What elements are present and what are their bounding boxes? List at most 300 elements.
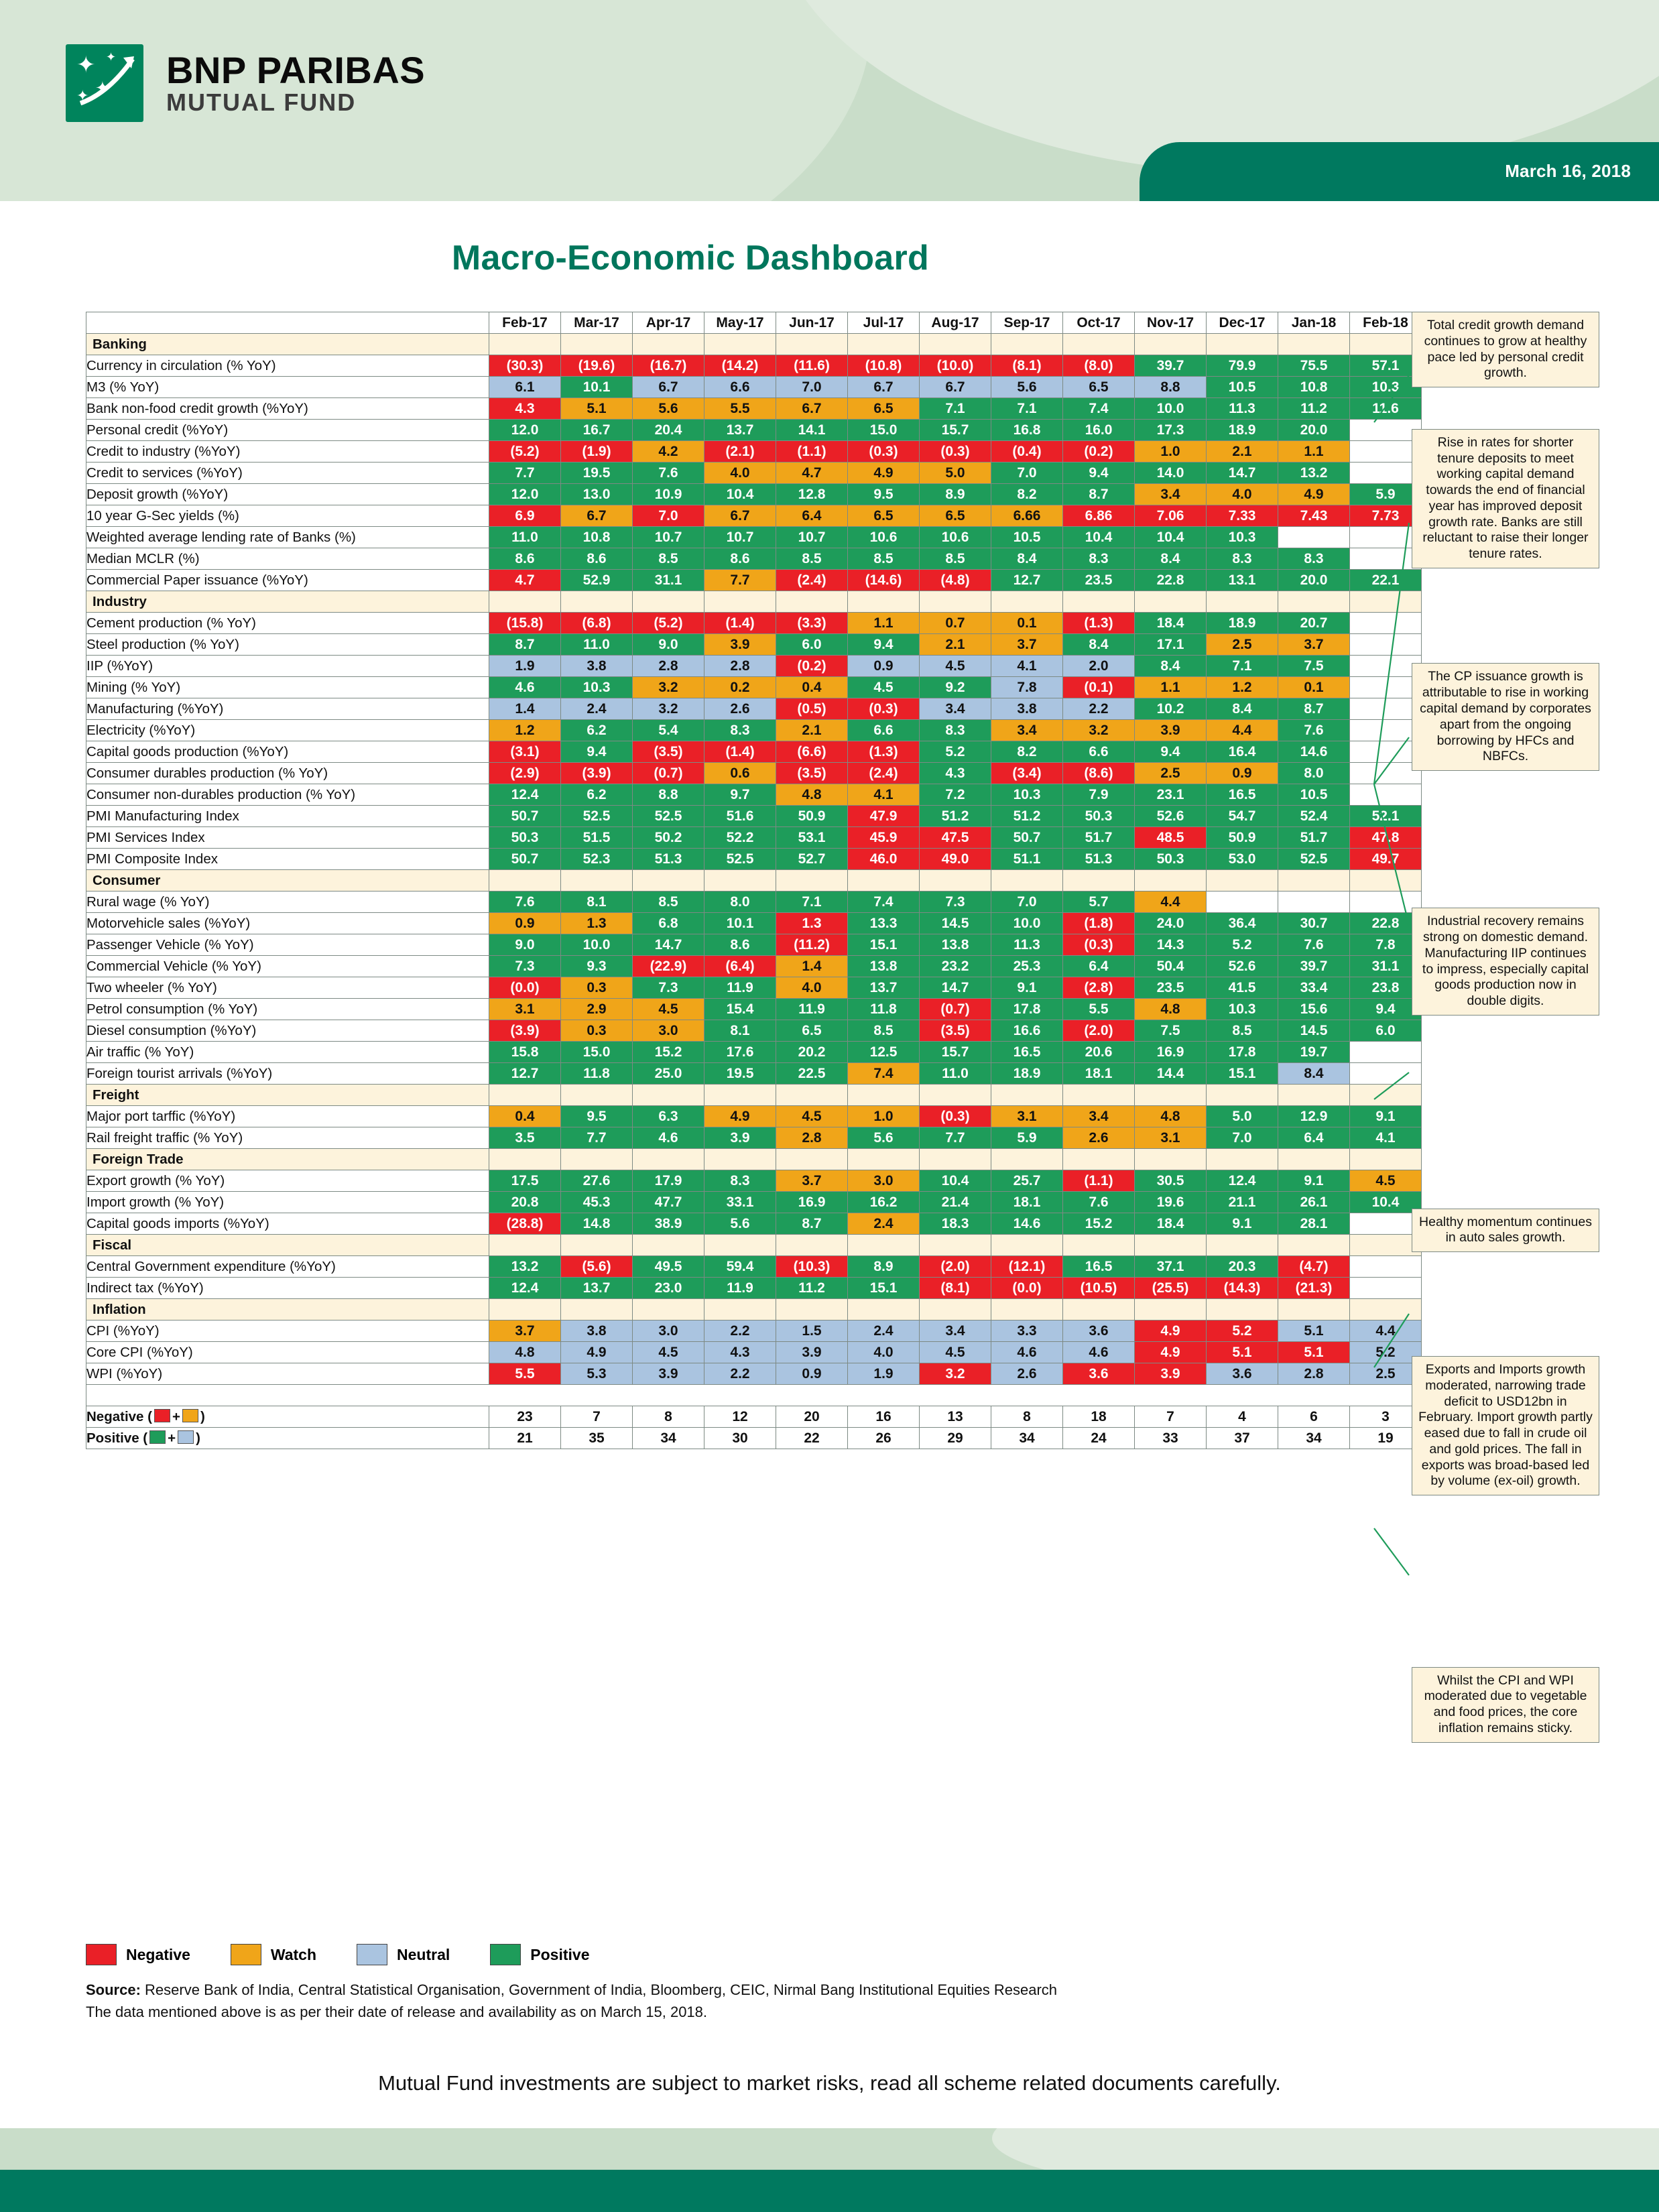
data-cell: 30.7: [1278, 913, 1350, 934]
data-cell: 13.7: [561, 1278, 633, 1299]
data-cell: 7.4: [848, 892, 920, 913]
data-cell: 37.1: [1135, 1256, 1207, 1278]
data-cell: 7.1: [991, 398, 1063, 420]
data-cell: 10.8: [561, 527, 633, 548]
data-cell: 4.5: [776, 1106, 848, 1127]
data-cell: 52.5: [561, 806, 633, 827]
data-cell: 1.5: [776, 1320, 848, 1342]
data-cell: 52.5: [633, 806, 704, 827]
data-cell: 16.5: [1063, 1256, 1135, 1278]
data-cell: 47.9: [848, 806, 920, 827]
data-cell: 4.4: [1350, 1320, 1422, 1342]
table-row: [86, 527, 1422, 548]
data-cell: 3.2: [633, 698, 704, 720]
totals-cell: 21: [489, 1428, 561, 1449]
data-cell: 17.9: [633, 1170, 704, 1192]
data-cell: (25.5): [1135, 1278, 1207, 1299]
section-cell: [633, 334, 704, 355]
section-cell: [1207, 1235, 1278, 1256]
data-cell: 50.3: [1135, 849, 1207, 870]
data-cell: 4.5: [633, 999, 704, 1020]
data-cell: 4.9: [848, 463, 920, 484]
table-row: [86, 1020, 1422, 1042]
data-cell: 13.8: [920, 934, 991, 956]
data-cell: 39.7: [1278, 956, 1350, 977]
data-cell: 19.6: [1135, 1192, 1207, 1213]
data-cell: 3.1: [489, 999, 561, 1020]
section-cell: [776, 334, 848, 355]
data-cell: 9.1: [991, 977, 1063, 999]
data-cell: 14.7: [920, 977, 991, 999]
row-label: IIP (%YoY): [86, 656, 489, 677]
data-cell: 16.5: [991, 1042, 1063, 1063]
data-cell: 10.1: [561, 377, 633, 398]
table-row: [86, 1042, 1422, 1063]
section-cell: [920, 591, 991, 613]
data-cell: 8.5: [848, 548, 920, 570]
data-cell: (0.3): [848, 441, 920, 463]
section-cell: [561, 1085, 633, 1106]
data-cell: (0.2): [776, 656, 848, 677]
data-cell: 12.5: [848, 1042, 920, 1063]
table-row: [86, 548, 1422, 570]
data-cell: 52.1: [1350, 806, 1422, 827]
section-cell: [991, 591, 1063, 613]
data-cell: 7.5: [1278, 656, 1350, 677]
legend-label: Positive: [530, 1945, 590, 1963]
data-cell: 0.9: [776, 1363, 848, 1385]
data-cell: 15.1: [848, 1278, 920, 1299]
data-cell: (3.5): [920, 1020, 991, 1042]
data-cell: 2.8: [1278, 1363, 1350, 1385]
data-cell: 10.3: [1350, 377, 1422, 398]
table-row: [86, 913, 1422, 934]
data-cell: (2.4): [776, 570, 848, 591]
data-cell: 8.7: [1278, 698, 1350, 720]
table-row: [86, 1063, 1422, 1085]
data-cell: (30.3): [489, 355, 561, 377]
row-label: Cement production (% YoY): [86, 613, 489, 634]
data-cell: 6.5: [920, 505, 991, 527]
data-cell: (0.7): [920, 999, 991, 1020]
row-label: Steel production (% YoY): [86, 634, 489, 656]
data-cell: 10.9: [633, 484, 704, 505]
data-cell: (14.3): [1207, 1278, 1278, 1299]
row-label: Rail freight traffic (% YoY): [86, 1127, 489, 1149]
data-cell: 47.8: [1350, 827, 1422, 849]
section-cell: [1278, 870, 1350, 892]
data-cell: 11.0: [920, 1063, 991, 1085]
section-cell: [920, 870, 991, 892]
footer-teal-bar: [0, 2170, 1659, 2212]
data-cell: 7.6: [1063, 1192, 1135, 1213]
data-cell: 3.9: [776, 1342, 848, 1363]
column-header-nov-17: Nov-17: [1135, 312, 1207, 334]
legend-item: [490, 1944, 589, 1965]
data-cell: 4.5: [920, 1342, 991, 1363]
data-cell: 9.4: [1063, 463, 1135, 484]
legend-swatch-icon: [178, 1430, 194, 1444]
data-cell: 2.9: [561, 999, 633, 1020]
data-cell: 4.2: [633, 441, 704, 463]
section-cell: [1207, 1085, 1278, 1106]
data-cell: (8.6): [1063, 763, 1135, 784]
data-cell: 9.1: [1207, 1213, 1278, 1235]
data-cell: 7.3: [920, 892, 991, 913]
section-row: [86, 1299, 1422, 1320]
table-row: [86, 784, 1422, 806]
data-cell: 7.4: [1063, 398, 1135, 420]
data-cell: 7.0: [1207, 1127, 1278, 1149]
data-cell: 8.4: [1063, 634, 1135, 656]
table-row: [86, 934, 1422, 956]
section-cell: [848, 1149, 920, 1170]
brand-logo: [66, 44, 425, 122]
data-cell: 3.7: [489, 1320, 561, 1342]
data-cell: 5.5: [704, 398, 776, 420]
data-cell: 30.5: [1135, 1170, 1207, 1192]
report-date: March 16, 2018: [1505, 161, 1631, 181]
data-cell: 7.0: [991, 463, 1063, 484]
data-cell: 51.2: [991, 806, 1063, 827]
data-cell: 2.5: [1350, 1363, 1422, 1385]
callout-note: Total credit growth demand continues to grow at healthy pace led by personal credit growth.: [1412, 312, 1599, 387]
totals-cell: 18: [1063, 1406, 1135, 1428]
data-cell: 7.4: [848, 1063, 920, 1085]
data-cell: 22.1: [1350, 570, 1422, 591]
data-cell: 3.8: [561, 656, 633, 677]
data-cell: (10.5): [1063, 1278, 1135, 1299]
data-cell: 10.4: [1135, 527, 1207, 548]
section-cell: [704, 1235, 776, 1256]
legend-item: [357, 1944, 450, 1965]
section-cell: [489, 1299, 561, 1320]
data-cell: 2.4: [848, 1320, 920, 1342]
table-row: [86, 1320, 1422, 1342]
data-cell: (4.8): [920, 570, 991, 591]
data-cell: 17.6: [704, 1042, 776, 1063]
data-cell: 10.4: [1063, 527, 1135, 548]
legend-label: Negative: [126, 1945, 190, 1963]
data-cell: (1.1): [776, 441, 848, 463]
table-row: [86, 1127, 1422, 1149]
data-cell: 7.06: [1135, 505, 1207, 527]
data-cell: 10.8: [1278, 377, 1350, 398]
data-cell: 75.5: [1278, 355, 1350, 377]
data-cell: 10.0: [561, 934, 633, 956]
data-cell: 52.6: [1135, 806, 1207, 827]
data-cell: (5.2): [489, 441, 561, 463]
data-cell: 4.6: [633, 1127, 704, 1149]
data-cell: (1.1): [1063, 1170, 1135, 1192]
row-label: Rural wage (% YoY): [86, 892, 489, 913]
data-cell: 0.4: [489, 1106, 561, 1127]
data-cell: 3.9: [1135, 720, 1207, 741]
data-cell: 13.1: [1207, 570, 1278, 591]
data-cell: 2.6: [704, 698, 776, 720]
data-cell: 4.8: [776, 784, 848, 806]
data-cell: 19.5: [561, 463, 633, 484]
data-cell: 13.8: [848, 956, 920, 977]
data-cell: (6.8): [561, 613, 633, 634]
data-cell: 52.5: [1278, 849, 1350, 870]
data-cell: 49.7: [1350, 849, 1422, 870]
data-cell: 16.9: [1135, 1042, 1207, 1063]
data-cell: 20.4: [633, 420, 704, 441]
data-cell: 7.1: [1207, 656, 1278, 677]
table-row: [86, 570, 1422, 591]
row-label: Median MCLR (%): [86, 548, 489, 570]
data-cell: 4.7: [776, 463, 848, 484]
data-cell: 18.9: [991, 1063, 1063, 1085]
data-cell: 1.4: [776, 956, 848, 977]
data-cell: 3.4: [920, 698, 991, 720]
data-cell: 10.6: [920, 527, 991, 548]
data-cell: (0.0): [489, 977, 561, 999]
data-cell: 2.2: [704, 1363, 776, 1385]
data-cell: 6.2: [561, 720, 633, 741]
data-cell: 2.5: [1207, 634, 1278, 656]
data-cell: 14.1: [776, 420, 848, 441]
section-row: [86, 1085, 1422, 1106]
data-cell: 2.2: [1063, 698, 1135, 720]
data-cell: (1.3): [1063, 613, 1135, 634]
section-cell: [991, 1235, 1063, 1256]
data-cell: 11.8: [848, 999, 920, 1020]
section-cell: [1063, 334, 1135, 355]
data-cell: 11.0: [489, 527, 561, 548]
data-cell: 3.3: [991, 1320, 1063, 1342]
data-cell: 50.4: [1135, 956, 1207, 977]
column-header-oct-17: Oct-17: [1063, 312, 1135, 334]
data-cell: 6.86: [1063, 505, 1135, 527]
macro-economic-table: [86, 312, 1422, 1449]
data-cell: 5.6: [633, 398, 704, 420]
data-cell: 23.2: [920, 956, 991, 977]
section-cell: [633, 1235, 704, 1256]
data-cell: 6.0: [776, 634, 848, 656]
page-footer: [0, 2128, 1659, 2212]
data-cell: 3.2: [633, 677, 704, 698]
row-label: Mining (% YoY): [86, 677, 489, 698]
data-cell: 6.1: [489, 377, 561, 398]
data-cell: 13.3: [848, 913, 920, 934]
table-row: [86, 398, 1422, 420]
data-cell: 3.9: [704, 634, 776, 656]
section-cell: [633, 1299, 704, 1320]
data-cell: 54.7: [1207, 806, 1278, 827]
data-cell: 21.4: [920, 1192, 991, 1213]
data-cell: [1207, 892, 1278, 913]
data-cell: (12.1): [991, 1256, 1063, 1278]
section-cell: [1135, 334, 1207, 355]
page-title: Macro-Economic Dashboard: [451, 239, 930, 278]
data-cell: 52.9: [561, 570, 633, 591]
data-cell: 14.3: [1135, 934, 1207, 956]
data-cell: 5.4: [633, 720, 704, 741]
section-cell: [1278, 1149, 1350, 1170]
data-cell: 8.5: [633, 548, 704, 570]
data-cell: 8.3: [1207, 548, 1278, 570]
data-cell: (0.0): [991, 1278, 1063, 1299]
data-cell: 4.8: [1135, 999, 1207, 1020]
section-cell: [489, 870, 561, 892]
data-cell: 52.3: [561, 849, 633, 870]
section-cell: [848, 1085, 920, 1106]
data-cell: (22.9): [633, 956, 704, 977]
data-cell: 13.7: [704, 420, 776, 441]
data-cell: 3.7: [1278, 634, 1350, 656]
data-cell: 5.2: [1207, 1320, 1278, 1342]
totals-cell: 20: [776, 1406, 848, 1428]
table-row: [86, 1363, 1422, 1385]
data-cell: 50.7: [991, 827, 1063, 849]
data-cell: 31.1: [1350, 956, 1422, 977]
data-cell: 50.3: [489, 827, 561, 849]
data-cell: 10.2: [1135, 698, 1207, 720]
data-cell: 6.66: [991, 505, 1063, 527]
macro-table-wrapper: [86, 312, 1408, 1449]
data-cell: 52.2: [704, 827, 776, 849]
data-cell: 52.7: [776, 849, 848, 870]
data-cell: 2.1: [1207, 441, 1278, 463]
row-label: Credit to services (%YoY): [86, 463, 489, 484]
section-label: Consumer: [86, 870, 489, 892]
row-label: Indirect tax (%YoY): [86, 1278, 489, 1299]
data-cell: 8.5: [633, 892, 704, 913]
data-cell: 14.5: [920, 913, 991, 934]
data-cell: 7.6: [1278, 934, 1350, 956]
data-cell: 3.9: [1135, 1363, 1207, 1385]
data-cell: 7.1: [776, 892, 848, 913]
data-cell: 4.6: [1063, 1342, 1135, 1363]
table-row: [86, 677, 1422, 698]
section-label: Banking: [86, 334, 489, 355]
legend-swatch-icon: [149, 1430, 166, 1444]
section-cell: [633, 1149, 704, 1170]
data-cell: (0.7): [633, 763, 704, 784]
data-cell: 4.5: [848, 677, 920, 698]
section-cell: [1278, 591, 1350, 613]
data-cell: (2.0): [920, 1256, 991, 1278]
data-cell: (14.6): [848, 570, 920, 591]
totals-cell: 23: [489, 1406, 561, 1428]
data-cell: 1.4: [489, 698, 561, 720]
data-cell: 25.3: [991, 956, 1063, 977]
table-row: [86, 1192, 1422, 1213]
data-cell: 10.6: [848, 527, 920, 548]
data-cell: 51.7: [1278, 827, 1350, 849]
data-cell: 8.4: [1278, 1063, 1350, 1085]
data-cell: 25.0: [633, 1063, 704, 1085]
data-cell: 13.7: [848, 977, 920, 999]
data-cell: (2.1): [704, 441, 776, 463]
section-cell: [776, 591, 848, 613]
data-cell: 16.0: [1063, 420, 1135, 441]
data-cell: 9.2: [920, 677, 991, 698]
data-cell: 9.0: [633, 634, 704, 656]
callout-note: Exports and Imports growth moderated, narrowing trade deficit to USD12bn in February. Import growth partly eased due to fall in crude oil and gold prices. The fall in exports was broad-based led by volume (ex-oil) growth.: [1412, 1356, 1599, 1495]
section-cell: [633, 1085, 704, 1106]
data-cell: 8.3: [704, 720, 776, 741]
section-cell: [1063, 1299, 1135, 1320]
data-cell: 3.6: [1063, 1320, 1135, 1342]
row-label: Import growth (% YoY): [86, 1192, 489, 1213]
data-cell: 33.4: [1278, 977, 1350, 999]
data-cell: 39.7: [1135, 355, 1207, 377]
data-cell: 7.7: [920, 1127, 991, 1149]
data-cell: 1.3: [561, 913, 633, 934]
data-cell: 15.2: [633, 1042, 704, 1063]
data-cell: 10.5: [1207, 377, 1278, 398]
table-row: [86, 420, 1422, 441]
data-cell: 20.6: [1063, 1042, 1135, 1063]
data-cell: 18.9: [1207, 613, 1278, 634]
callout-connectors: [1367, 322, 1421, 1930]
data-cell: 4.1: [848, 784, 920, 806]
data-cell: 3.1: [991, 1106, 1063, 1127]
data-cell: 1.0: [848, 1106, 920, 1127]
data-cell: 10.3: [991, 784, 1063, 806]
data-cell: 10.1: [704, 913, 776, 934]
totals-cell: 8: [991, 1406, 1063, 1428]
data-cell: (1.3): [848, 741, 920, 763]
data-cell: 57.1: [1350, 355, 1422, 377]
section-cell: [776, 1085, 848, 1106]
data-cell: 5.6: [991, 377, 1063, 398]
data-cell: (0.1): [1063, 677, 1135, 698]
data-cell: 17.5: [489, 1170, 561, 1192]
totals-cell: 4: [1207, 1406, 1278, 1428]
legend-item: [231, 1944, 316, 1965]
row-label: Deposit growth (%YoY): [86, 484, 489, 505]
section-cell: [489, 1085, 561, 1106]
data-cell: 5.1: [1207, 1342, 1278, 1363]
section-cell: [704, 334, 776, 355]
table-row: [86, 441, 1422, 463]
data-cell: 3.6: [1063, 1363, 1135, 1385]
section-cell: [704, 1299, 776, 1320]
table-row: [86, 827, 1422, 849]
data-cell: 18.1: [1063, 1063, 1135, 1085]
row-label: WPI (%YoY): [86, 1363, 489, 1385]
column-header-jan-18: Jan-18: [1278, 312, 1350, 334]
column-header-dec-17: Dec-17: [1207, 312, 1278, 334]
table-row: [86, 999, 1422, 1020]
data-cell: 50.9: [776, 806, 848, 827]
section-cell: [848, 334, 920, 355]
legend-item: [86, 1944, 190, 1965]
data-cell: 2.6: [991, 1363, 1063, 1385]
data-cell: 6.7: [848, 377, 920, 398]
data-cell: 79.9: [1207, 355, 1278, 377]
data-cell: 11.9: [704, 1278, 776, 1299]
data-cell: 6.5: [1063, 377, 1135, 398]
data-cell: 8.4: [1135, 656, 1207, 677]
data-cell: 3.7: [991, 634, 1063, 656]
data-cell: 10.0: [1135, 398, 1207, 420]
data-cell: 20.0: [1278, 420, 1350, 441]
section-cell: [1207, 334, 1278, 355]
section-cell: [1278, 1299, 1350, 1320]
data-cell: 8.6: [704, 934, 776, 956]
totals-cell: 34: [991, 1428, 1063, 1449]
data-cell: 8.5: [920, 548, 991, 570]
section-cell: [848, 591, 920, 613]
data-cell: 9.5: [561, 1106, 633, 1127]
data-cell: 6.4: [776, 505, 848, 527]
data-cell: 11.3: [1207, 398, 1278, 420]
